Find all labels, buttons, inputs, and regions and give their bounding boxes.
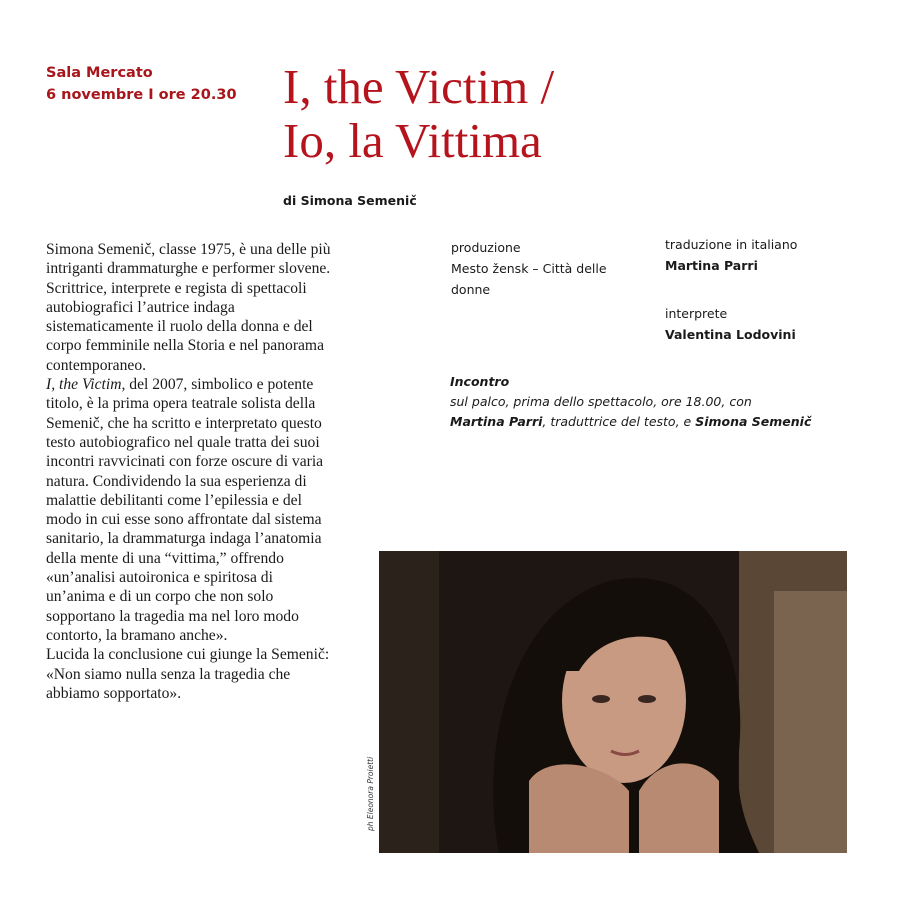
photo-credit: ph Eleonora Proietti — [366, 756, 375, 831]
production-credit — [451, 237, 621, 300]
description-paragraph: Lucida la conclusione cui giunge la Semenič: «Non siamo nulla senza la tragedia che abbiamo sopportato». — [46, 646, 330, 702]
meeting-heading: Incontro — [450, 374, 510, 389]
show-title — [283, 60, 554, 168]
translation-label: traduzione in italiano — [665, 237, 798, 252]
meeting-text: sul palco, prima dello spettacolo, ore 18.00, con — [450, 394, 752, 409]
translator-name: Martina Parri — [665, 258, 758, 273]
portrait-illustration — [379, 551, 847, 853]
production-value: Mesto žensk – Città delle donne — [451, 261, 607, 297]
description-paragraph — [46, 375, 331, 645]
description-text — [46, 240, 331, 703]
title-line-italian: Io, la Vittima — [283, 113, 542, 168]
production-label: produzione — [451, 240, 521, 255]
venue-name: Sala Mercato — [46, 65, 153, 81]
meeting-name-translator: Martina Parri — [450, 414, 543, 429]
description-paragraph: Simona Semenič, classe 1975, è una delle più intriganti drammaturghe e performer slovene. — [46, 241, 331, 278]
performer-label: interprete — [665, 306, 728, 321]
author-line: di Simona Semenič — [283, 193, 417, 208]
description-paragraph-rest: del 2007, simbolico e potente titolo, è la prima opera teatrale solista della Semenič, che ha scritto e interpretato questo testo autobiografico nel quale tratta dei suoi incontri ravvicinati con forze oscure di varia natura. Condividendo la sua esperienza di malattie debilitanti come l’epilessia e del modo in cui esse sono affrontate dal sistema sanitario, la drammaturga indaga l’anatomia della mente di una “vittima,” offrendo «un’analisi autoironica e spiritosa di un’anima e di un corpo che non solo sopportano la tragedia ma nel loro modo contorto, la bramano anche». — [46, 376, 324, 644]
work-title-italic: I, the Victim, — [46, 376, 126, 394]
translation-credit — [665, 234, 865, 276]
event-info — [46, 62, 237, 106]
meeting-info — [450, 372, 870, 432]
meeting-name-author: Simona Semenič — [695, 414, 812, 429]
portrait-photo — [379, 551, 847, 853]
meeting-middle-text: , traduttrice del testo, e — [542, 414, 696, 429]
performer-credit — [665, 303, 865, 345]
title-line-english: I, the Victim / — [283, 59, 555, 114]
description-paragraph: Scrittrice, interprete e regista di spettacoli autobiografici l’autrice indaga sistematicamente il ruolo della donna e del corpo femminile nella Storia e nel panorama contemporaneo. — [46, 279, 324, 374]
performer-name: Valentina Lodovini — [665, 327, 796, 342]
event-date-time: 6 novembre I ore 20.30 — [46, 87, 237, 103]
